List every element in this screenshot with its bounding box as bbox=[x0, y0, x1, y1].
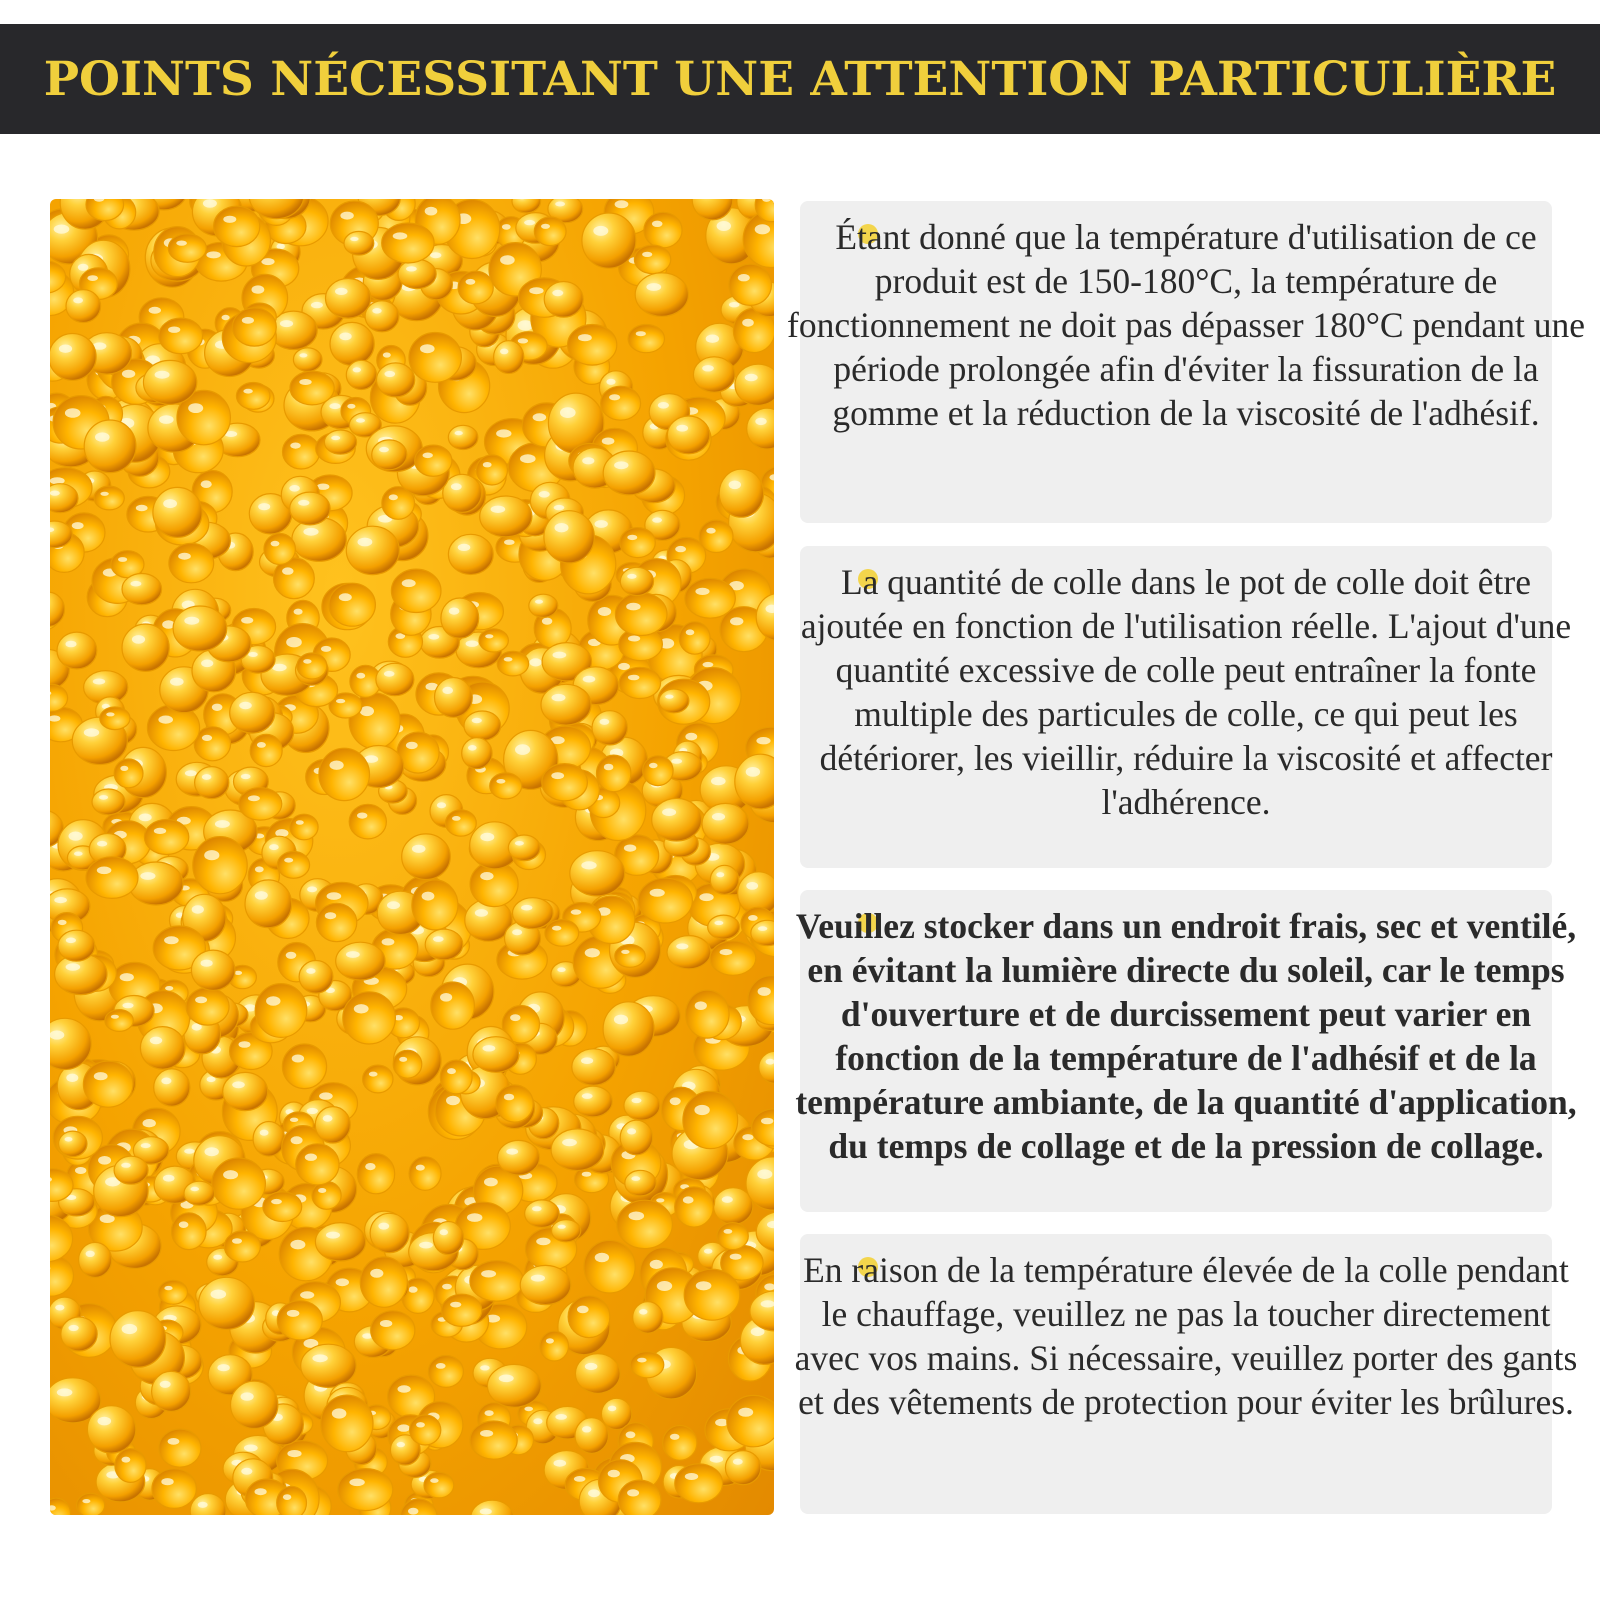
glue-bead bbox=[479, 629, 508, 652]
glue-bead bbox=[620, 528, 655, 558]
glue-bead bbox=[100, 707, 130, 730]
glue-bead bbox=[582, 213, 636, 268]
glue-bead bbox=[412, 880, 458, 930]
glue-bead bbox=[87, 1406, 135, 1453]
glue-bead bbox=[544, 282, 583, 318]
glue-bead bbox=[615, 593, 667, 636]
glue-bead bbox=[61, 1317, 97, 1351]
glue-bead bbox=[464, 711, 501, 740]
glue-bead bbox=[360, 1257, 407, 1307]
glue-bead bbox=[597, 755, 631, 792]
glue-bead bbox=[315, 1107, 350, 1143]
glue-bead bbox=[490, 773, 522, 799]
glue-bead bbox=[603, 451, 655, 495]
glue-bead bbox=[620, 1120, 652, 1155]
glue-bead bbox=[428, 1356, 463, 1388]
glue-bead bbox=[638, 878, 692, 923]
glue-bead bbox=[487, 1364, 541, 1407]
glue-bead bbox=[224, 1231, 260, 1262]
glue-bead bbox=[446, 810, 477, 836]
glue-bead bbox=[699, 520, 733, 552]
glue-bead bbox=[410, 1415, 441, 1445]
glue-bead bbox=[57, 632, 97, 669]
glue-bead bbox=[263, 1192, 302, 1222]
glue-bead bbox=[370, 1213, 409, 1252]
glue-bead bbox=[592, 711, 627, 745]
glue-bead bbox=[154, 1069, 190, 1106]
glue-bead bbox=[541, 684, 591, 725]
glue-bead bbox=[398, 259, 436, 288]
glue-bead bbox=[159, 1429, 201, 1467]
glue-bead bbox=[729, 264, 772, 305]
glue-bead bbox=[172, 1213, 207, 1250]
glue-bead bbox=[545, 920, 579, 947]
glue-bead bbox=[409, 333, 461, 383]
glue-bead bbox=[508, 835, 540, 861]
glue-bead bbox=[114, 759, 143, 788]
glue-bead bbox=[675, 1464, 723, 1503]
glue-bead bbox=[122, 574, 162, 605]
glue-bead bbox=[675, 1187, 714, 1227]
note-card-temperature bbox=[787, 201, 1585, 523]
glue-bead bbox=[94, 486, 124, 510]
glue-bead bbox=[191, 950, 235, 990]
glue-bead bbox=[255, 984, 307, 1038]
glue-bead bbox=[710, 865, 738, 894]
glue-bead bbox=[312, 1182, 341, 1210]
glue-bead bbox=[292, 518, 346, 562]
glue-bead bbox=[615, 945, 645, 968]
glue-bead bbox=[140, 1027, 185, 1070]
glue-bead bbox=[290, 371, 334, 405]
glue-bead bbox=[297, 653, 327, 679]
note-text: Veuillez stocker dans un endroit frais, sec et ventilé, en évitant la lumière directe du soleil, car le temps d'ouverture et de durcissement peut varier en fonction de la température de l'adhésif et de la température ambiante, de la quantité d'application, du temps de collage et de la pression de collage. bbox=[795, 906, 1577, 1166]
glue-bead bbox=[644, 212, 682, 248]
glue-bead bbox=[634, 245, 670, 274]
glue-bead bbox=[344, 231, 374, 255]
glue-bead bbox=[494, 341, 524, 374]
glue-bead bbox=[299, 961, 333, 994]
glue-bead bbox=[667, 416, 709, 454]
glue-bead bbox=[683, 1091, 738, 1148]
glue-bead bbox=[296, 1144, 339, 1185]
note-text: La quantité de colle dans le pot de colle doit être ajoutée en fonction de l'utilisation réelle. L'ajout d'une quantité excessive de colle peut entraîner la fonte multiple des particules de colle, ce qui peut les détériorer, les vieillir, réduire la viscosité et affecter l'adhérence. bbox=[800, 562, 1572, 822]
glue-bead bbox=[424, 1472, 454, 1498]
glue-bead bbox=[431, 982, 475, 1029]
glue-bead bbox=[330, 322, 374, 365]
glue-bead bbox=[618, 1480, 661, 1515]
glue-bead bbox=[572, 1049, 616, 1085]
amber-glue-beads-photo bbox=[50, 199, 774, 1515]
glue-bead bbox=[50, 334, 96, 381]
glue-bead bbox=[462, 738, 492, 769]
glue-bead bbox=[630, 1352, 664, 1378]
glue-bead bbox=[409, 1157, 441, 1191]
glue-bead bbox=[727, 1395, 774, 1446]
glue-bead bbox=[529, 594, 558, 617]
glue-bead bbox=[186, 988, 229, 1025]
glue-bead bbox=[435, 678, 473, 718]
glue-bead bbox=[343, 992, 396, 1044]
glue-bead bbox=[253, 1122, 285, 1157]
glue-bead bbox=[619, 667, 660, 698]
glue-bead bbox=[458, 271, 493, 304]
glue-bead bbox=[77, 1493, 105, 1515]
glue-bead bbox=[321, 1395, 373, 1452]
glue-bead bbox=[114, 1156, 148, 1184]
glue-bead bbox=[59, 1131, 87, 1156]
glue-bead bbox=[448, 534, 493, 574]
glue-bead bbox=[153, 487, 202, 537]
glue-bead bbox=[710, 941, 756, 975]
glue-bead bbox=[66, 290, 101, 323]
glue-bead bbox=[747, 408, 774, 449]
glue-bead bbox=[365, 301, 399, 332]
glue-bead bbox=[735, 364, 774, 405]
glue-bead bbox=[143, 360, 196, 404]
glue-bead bbox=[115, 1449, 146, 1483]
glue-bead bbox=[628, 325, 664, 353]
glue-bead bbox=[346, 360, 376, 389]
glue-bead bbox=[652, 798, 702, 841]
glue-bead bbox=[264, 534, 295, 565]
header-banner bbox=[0, 24, 1600, 134]
glue-bead bbox=[624, 1091, 660, 1120]
glue-bead bbox=[415, 445, 452, 476]
glue-bead bbox=[643, 756, 673, 786]
glue-bead bbox=[223, 1072, 268, 1110]
glue-bead bbox=[513, 898, 554, 929]
glue-bead bbox=[714, 1188, 753, 1225]
glue-bead bbox=[448, 425, 478, 449]
glue-bead bbox=[552, 1220, 581, 1242]
glue-bead bbox=[277, 852, 309, 879]
glue-bead bbox=[283, 434, 320, 469]
glue-bead bbox=[301, 1344, 356, 1387]
glue-bead bbox=[231, 1381, 278, 1428]
page-title: POINTS NÉCESSITANT UNE ATTENTION PARTICULIÈRE bbox=[43, 51, 1557, 107]
glue-bead bbox=[719, 469, 763, 517]
glue-bead bbox=[717, 1223, 748, 1250]
note-card-storage bbox=[795, 890, 1577, 1212]
glue-bead bbox=[473, 1037, 519, 1073]
glue-bead bbox=[540, 1331, 569, 1361]
glue-bead bbox=[470, 1261, 523, 1302]
glue-bead bbox=[575, 1418, 608, 1454]
glue-bead bbox=[277, 1486, 307, 1515]
glue-bead bbox=[214, 206, 260, 246]
glue-bead bbox=[574, 1086, 613, 1117]
note-card-quantity bbox=[800, 546, 1572, 868]
note-text: Étant donné que la température d'utilisation de ce produit est de 150-180°C, la température de fonctionnement ne doit pas dépasser 180°C pendant une période prolongée afin d'éviter la fissuration de la gomme et la réduction de la viscosité de l'adhésif. bbox=[787, 217, 1585, 433]
glue-bead bbox=[382, 223, 434, 263]
glue-bead bbox=[159, 318, 203, 354]
glue-bead bbox=[686, 990, 730, 1038]
glue-bead bbox=[336, 942, 385, 980]
glue-bead bbox=[290, 492, 330, 525]
glue-bead bbox=[377, 363, 415, 397]
glue-bead bbox=[441, 598, 479, 638]
glue-bead bbox=[685, 578, 735, 618]
glue-bead bbox=[391, 569, 441, 612]
glue-bead bbox=[315, 1223, 365, 1261]
glue-bead bbox=[363, 1065, 393, 1093]
glue-bead bbox=[173, 606, 227, 651]
glue-bead bbox=[663, 1426, 697, 1461]
glue-bead bbox=[50, 484, 78, 513]
glue-bead bbox=[84, 420, 136, 473]
glue-bead bbox=[635, 273, 688, 317]
glue-bead bbox=[50, 1498, 71, 1515]
glue-bead bbox=[376, 663, 414, 695]
glue-bead bbox=[290, 814, 318, 840]
glue-bead bbox=[152, 1371, 191, 1411]
glue-bead bbox=[324, 430, 356, 454]
glue-bead bbox=[190, 1494, 226, 1516]
glue-bead bbox=[601, 386, 641, 420]
glue-bead bbox=[86, 857, 138, 899]
glue-bead bbox=[584, 1240, 635, 1293]
glue-beads-image bbox=[50, 199, 774, 1515]
glue-bead bbox=[50, 592, 65, 626]
glue-bead bbox=[326, 279, 371, 319]
glue-bead bbox=[349, 804, 386, 839]
glue-bead bbox=[230, 692, 275, 733]
glue-bead bbox=[338, 1469, 393, 1511]
glue-bead bbox=[534, 217, 566, 246]
glue-bead bbox=[480, 496, 532, 537]
glue-bead bbox=[693, 357, 735, 392]
glue-bead bbox=[371, 1311, 415, 1350]
glue-bead bbox=[402, 834, 451, 880]
glue-bead bbox=[551, 1129, 604, 1171]
glue-bead bbox=[184, 1181, 215, 1205]
glue-bead bbox=[319, 748, 370, 800]
glue-bead bbox=[617, 1200, 673, 1248]
note-text: En raison de la température élevée de la colle pendant le chauffage, veuillez ne pas la toucher directement avec vos mains. Si nécessaire, veuillez porter des gants et des vêtements de protection pour éviter les brûlures. bbox=[794, 1250, 1578, 1422]
glue-bead bbox=[212, 1158, 266, 1209]
glue-bead bbox=[725, 1451, 760, 1485]
glue-bead bbox=[570, 851, 625, 896]
glue-bead bbox=[568, 1296, 610, 1338]
glue-bead bbox=[759, 1051, 774, 1083]
glue-bead bbox=[440, 1060, 472, 1094]
glue-bead bbox=[58, 930, 95, 961]
glue-bead bbox=[329, 583, 375, 626]
glue-bead bbox=[568, 325, 617, 366]
glue-bead bbox=[425, 929, 463, 960]
glue-bead bbox=[316, 903, 356, 941]
glue-bead bbox=[193, 837, 247, 894]
glue-bead bbox=[346, 526, 399, 574]
glue-bead bbox=[525, 1200, 560, 1227]
glue-bead bbox=[236, 383, 270, 410]
glue-bead bbox=[708, 915, 740, 939]
glue-bead bbox=[233, 308, 277, 346]
glue-bead bbox=[542, 764, 588, 801]
glue-bead bbox=[575, 1354, 620, 1394]
glue-bead bbox=[497, 651, 528, 676]
glue-bead bbox=[152, 1469, 196, 1509]
glue-bead bbox=[603, 1002, 654, 1056]
glue-bead bbox=[144, 820, 188, 855]
glue-bead bbox=[239, 788, 282, 820]
glue-bead bbox=[169, 543, 214, 582]
glue-bead bbox=[544, 511, 594, 563]
glue-bead bbox=[357, 1154, 394, 1194]
glue-bead bbox=[79, 1242, 112, 1277]
glue-bead bbox=[199, 1277, 255, 1329]
glue-bead bbox=[625, 1170, 656, 1196]
glue-bead bbox=[520, 1265, 571, 1304]
glue-bead bbox=[512, 199, 541, 213]
glue-bead bbox=[372, 440, 407, 470]
glue-bead bbox=[282, 1044, 326, 1089]
glue-bead bbox=[633, 1302, 663, 1334]
glue-bead bbox=[195, 767, 229, 799]
glue-bead bbox=[679, 622, 710, 654]
glue-bead bbox=[83, 1061, 133, 1107]
glue-bead bbox=[667, 936, 711, 969]
glue-bead bbox=[110, 1311, 166, 1368]
glue-bead bbox=[250, 734, 282, 766]
glue-bead bbox=[168, 234, 206, 262]
glue-bead bbox=[245, 880, 292, 928]
glue-bead bbox=[659, 689, 689, 713]
glue-bead bbox=[620, 567, 653, 595]
glue-bead bbox=[158, 1280, 187, 1304]
glue-bead bbox=[293, 348, 322, 372]
glue-bead bbox=[684, 1269, 740, 1320]
glue-bead bbox=[476, 455, 507, 485]
glue-bead bbox=[393, 1050, 422, 1078]
glue-bead bbox=[277, 1301, 322, 1340]
glue-bead bbox=[702, 803, 749, 844]
glue-bead bbox=[122, 624, 169, 671]
glue-bead bbox=[471, 1500, 514, 1515]
glue-bead bbox=[470, 1421, 517, 1459]
glue-bead bbox=[496, 1085, 533, 1122]
glue-bead bbox=[498, 1140, 540, 1175]
note-card-safety bbox=[794, 1234, 1578, 1514]
glue-bead bbox=[433, 1222, 463, 1255]
glue-bead bbox=[92, 789, 125, 815]
glue-bead bbox=[442, 1294, 482, 1326]
glue-bead bbox=[105, 1010, 133, 1032]
